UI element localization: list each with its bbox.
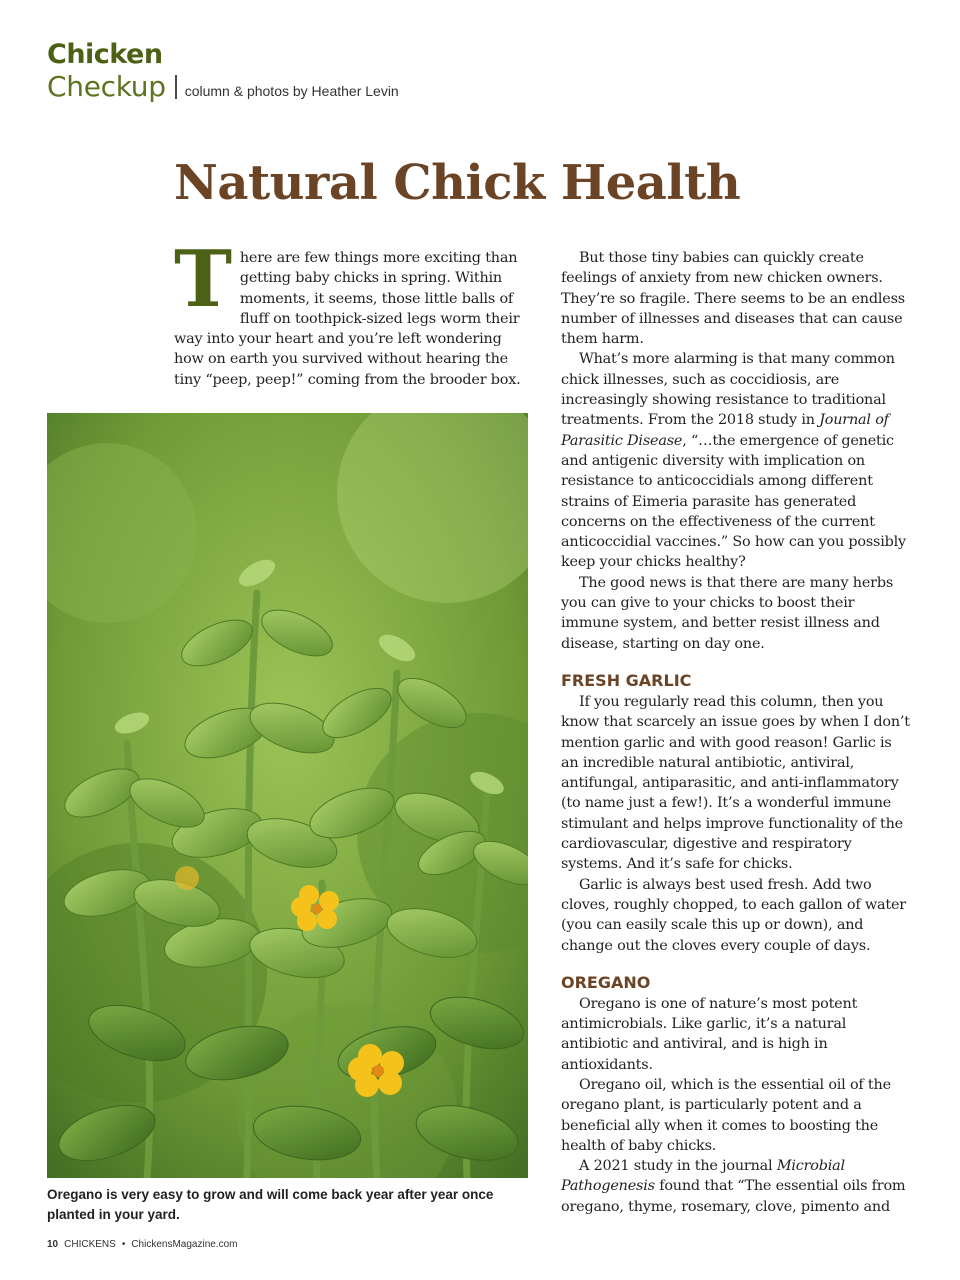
paragraph: Oregano is one of nature’s most potent antimicrobials. Like garlic, it’s a natural antibiotic and antiviral, and is high in antioxidants. [561, 995, 858, 1073]
text-run: What’s more alarming is that many common chick illnesses, such as coccidiosis, are increasingly showing resistance to traditional treatments. From the 2018 study in [561, 351, 895, 429]
subhead-oregano: OREGANO [561, 972, 651, 992]
column-2 [561, 248, 913, 1217]
page-number: 10 [47, 1239, 59, 1250]
photo-caption: Oregano is very easy to grow and will come back year after year once planted in your yard. [47, 1187, 494, 1222]
lead-paragraph: here are few things more exciting than getting baby chicks in spring. Within moments, it seems, those little balls of fluff on toothpick-sized legs worm their way into your heart and you’re left wondering how on earth you survived without hearing the tiny “peep, peep!” coming from the brooder box. [174, 250, 521, 388]
subhead-fresh-garlic: FRESH GARLIC [561, 670, 692, 690]
paragraph: Oregano oil, which is the essential oil of the oregano plant, is particularly potent and a beneficial ally when it comes to boosting the health of baby chicks. [561, 1076, 891, 1154]
oregano-photo [47, 413, 528, 1178]
page-footer [47, 1239, 238, 1250]
text-run: found that “The essential oils from oregano, thyme, rosemary, clove, pimento and [561, 1178, 906, 1215]
kicker-line2: Checkup [47, 70, 166, 103]
paragraph: The good news is that there are many herbs you can give to your chicks to boost their immune system, and better resist illness and disease, starting on day one. [561, 574, 894, 652]
paragraph-with-citation [561, 1156, 913, 1217]
kicker-divider [175, 75, 177, 99]
column-kicker [47, 40, 399, 102]
paragraph: But those tiny babies can quickly create feelings of anxiety from new chicken owners. They’re so fragile. There seems to be an endless number of illnesses and diseases that can cause them harm. [561, 250, 905, 348]
paragraph-with-citation [561, 349, 913, 572]
drop-cap: T [174, 234, 232, 325]
column-1 [174, 234, 530, 390]
journal-title: Journal of Parasitic Disease [561, 412, 889, 449]
byline: column & photos by Heather Levin [184, 83, 399, 99]
magazine-name: CHICKENS [64, 1239, 116, 1250]
kicker-row [47, 70, 399, 102]
footer-separator: • [121, 1239, 126, 1250]
article-headline: Natural Chick Health [174, 155, 741, 211]
text-run: , “…the emergence of genetic and antigenic diversity with implication on resistance to anticoccidials among different strains of Eimeria parasite has generated concerns on the effectiveness of the current anticoccidial vaccines.” So how can you possibly keep your chicks healthy? [561, 432, 906, 571]
paragraph: If you regularly read this column, then you know that scarcely an issue goes by when I don’t mention garlic and with good reason! Garlic is an incredible natural antibiotic, antiviral, antifungal, antiparasitic, and anti-inflammatory (to name just a few!). It’s a wonderful immune stimulant and helps improve functionality of the cardiovascular, digestive and respiratory systems. And it’s safe for chicks. [561, 693, 910, 873]
journal-title: Microbial Pathogenesis [561, 1158, 845, 1195]
kicker-line1: Chicken [47, 39, 163, 70]
website: ChickensMagazine.com [131, 1239, 238, 1250]
paragraph: Garlic is always best used fresh. Add two cloves, roughly chopped, to each gallon of water (you can easily scale this up or down), and change out the cloves every couple of days. [561, 876, 906, 954]
text-run: A 2021 study in the journal [579, 1158, 777, 1175]
